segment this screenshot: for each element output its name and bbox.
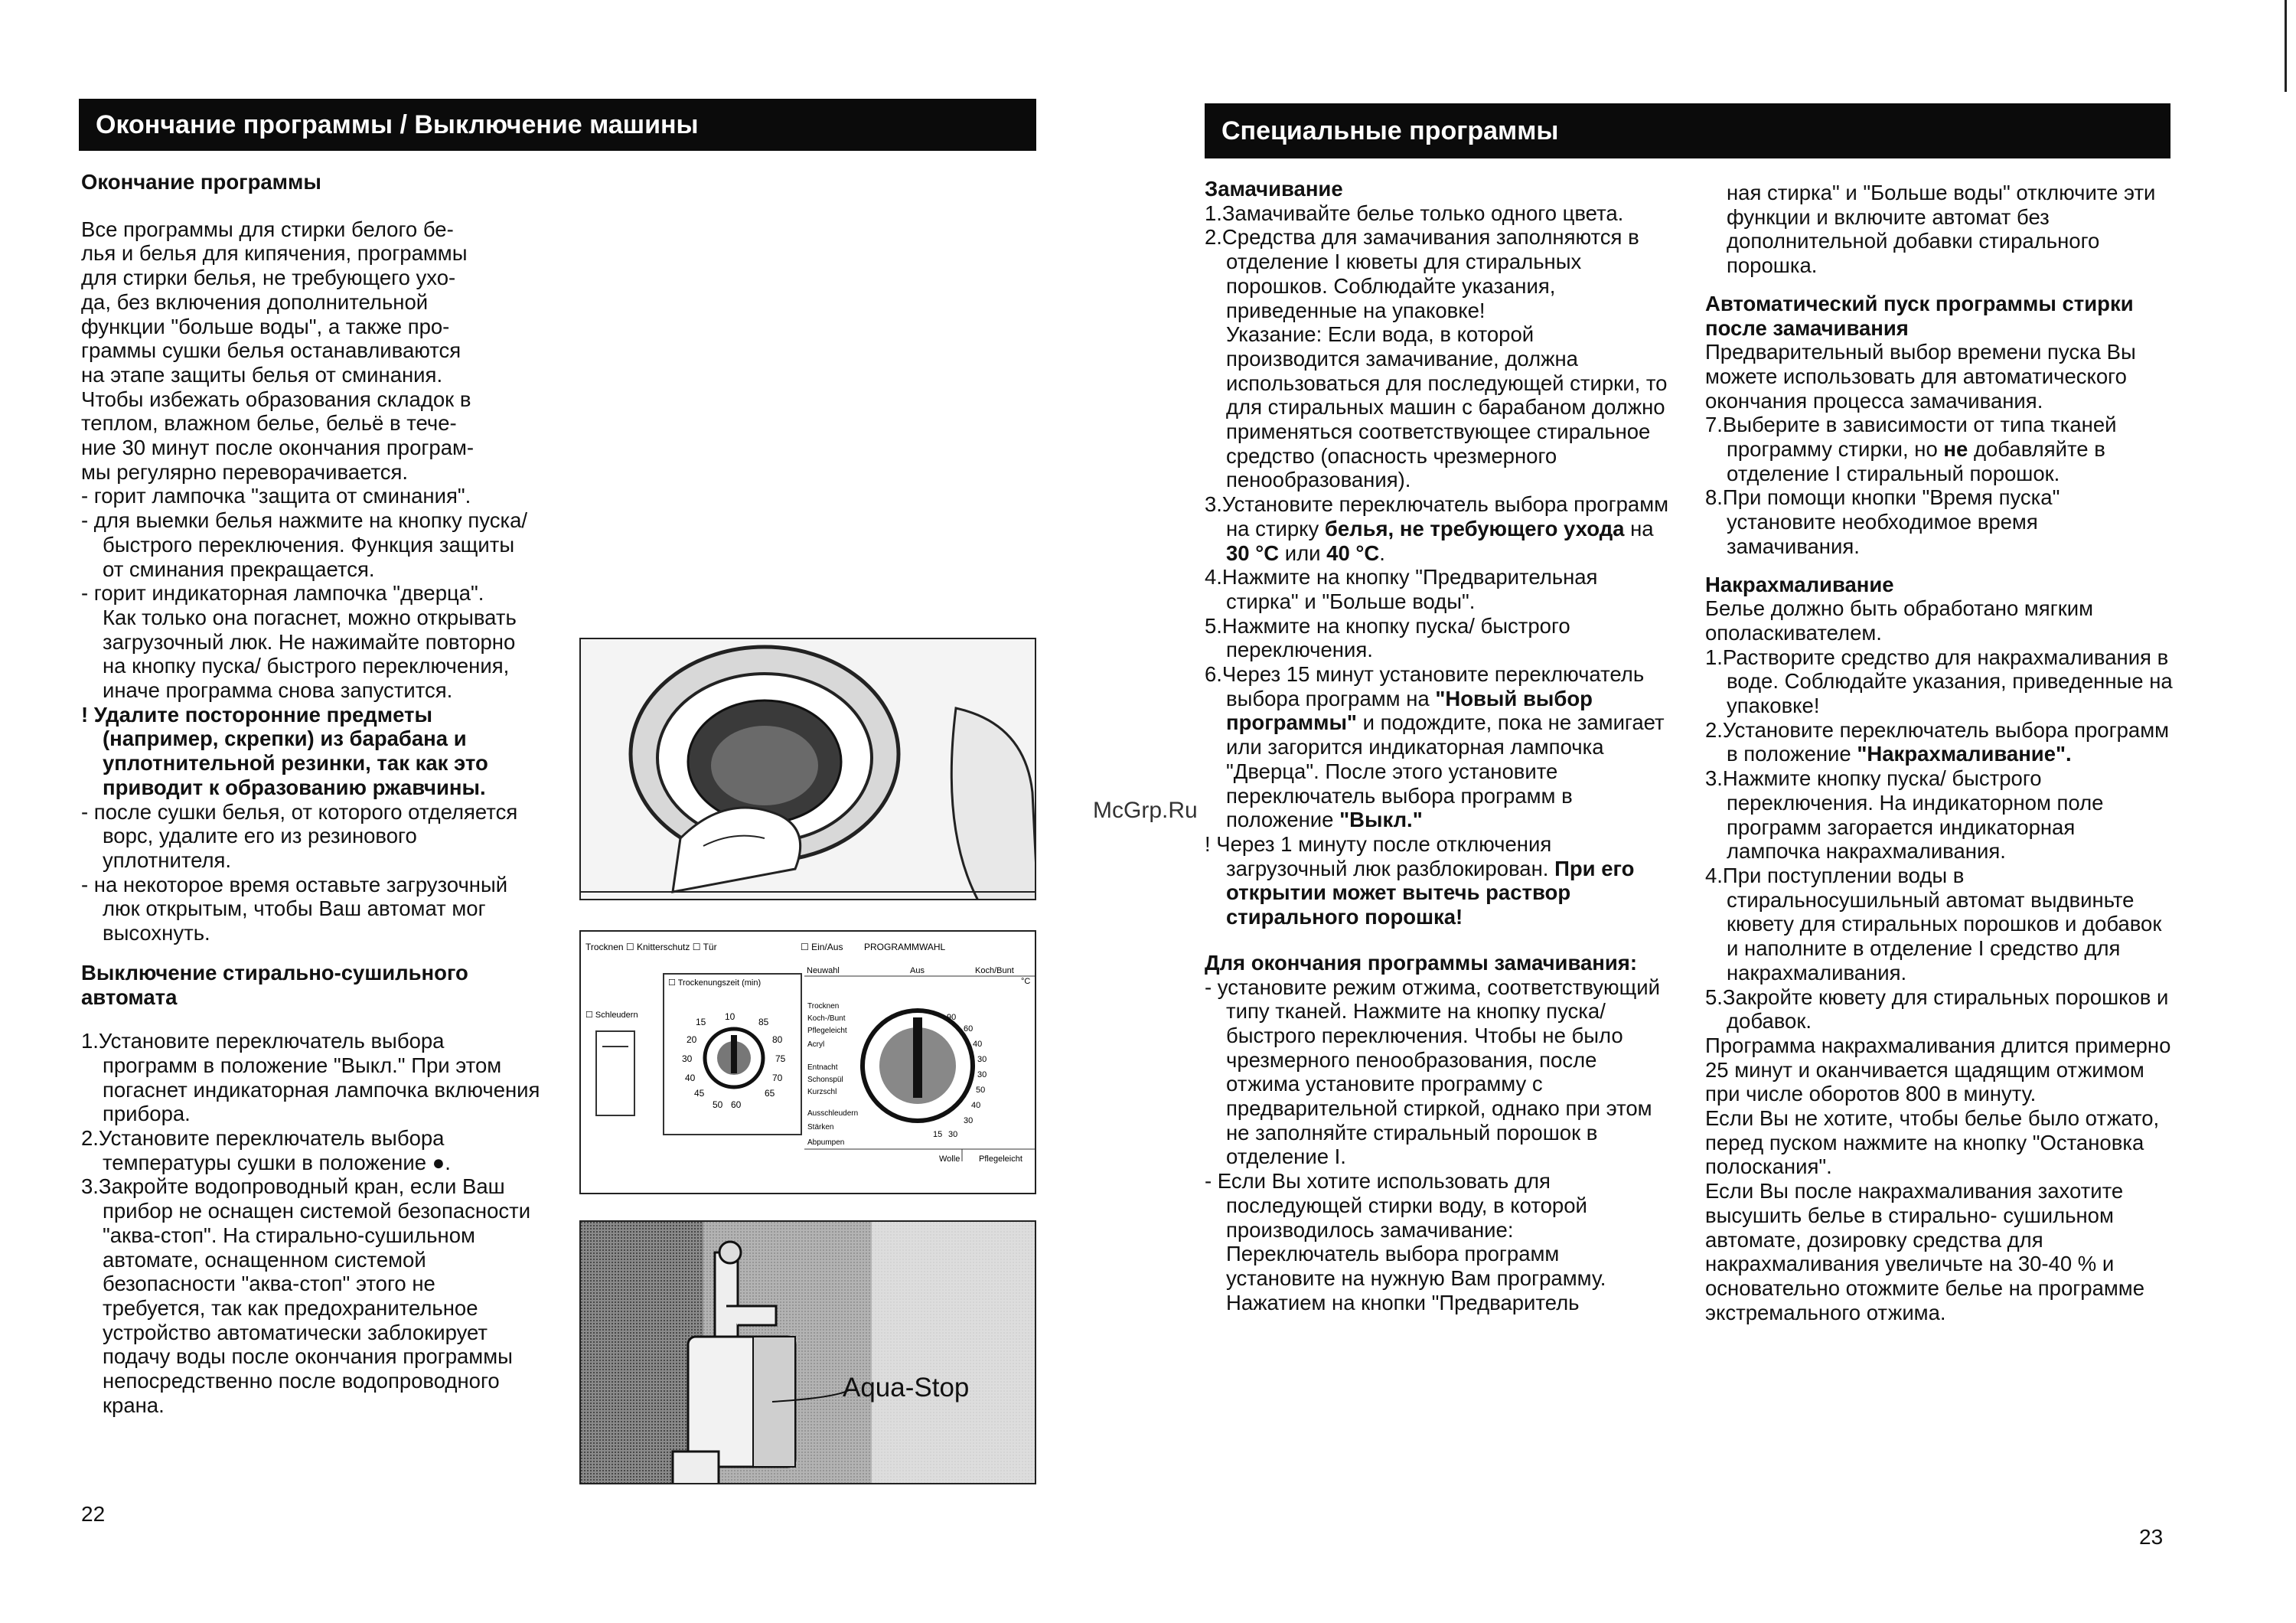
starch-step-4: 4.При поступлении воды в стиральносушильный автомат выдвиньте кювету для стиральных порошков и добавок и наполните в отделение I средство для накрахмаливания. — [1705, 863, 2162, 985]
program-end-line: да, без включения дополнительной — [81, 289, 429, 314]
starch-step-5: 5.Закройте кювету для стиральных порошков и добавок. — [1705, 985, 2169, 1034]
starch-step-1: 1.Растворите средство для накрахмаливания в воде. Соблюдайте указания, приведенные на упаковке! — [1705, 645, 2173, 718]
starch-paragraph-2: Если Вы не хотите, чтобы белье было отжато, перед пуском нажмите на кнопку "Остановка полоскания". — [1705, 1106, 2160, 1179]
timer-dial-number: 65 — [765, 1088, 775, 1099]
program-dial-number: 15 — [933, 1130, 943, 1139]
soak-note: Указание: Если вода, в которой производится замачивание, должна использоваться для последующей стирки, то для стиральных машин с барабаном должно применяться соответствующее стиральное средство (опасность чрезмерного пенообразования). — [1226, 322, 1668, 492]
panel-top-labels: Trocknen ☐ Knitterschutz ☐ Tür — [585, 942, 717, 952]
program-end-text — [81, 217, 540, 485]
program-end-line: мы регулярно переворачивается. — [81, 459, 409, 484]
switch-off-step-2: 2.Установите переключатель выбора температуры сушки в положение ●. — [81, 1126, 451, 1174]
panel-progwahl-label: PROGRAMMWAHL — [864, 942, 946, 952]
timer-dial-number: 85 — [758, 1017, 769, 1027]
section-title-end-soaking: Для окончания программы замачивания: — [1205, 950, 1637, 975]
program-dial-number: 30 — [964, 1116, 974, 1125]
end-soak-bullet-2: - Если Вы хотите использовать для последующей стирки воду, в которой производилось замачивание: — [1205, 1169, 1587, 1242]
drum-illustration — [579, 638, 1036, 900]
bullet-unload: - для выемки белья нажмите на кнопку пуска/ быстрого переключения. Функция защиты от сминания прекращается. — [81, 508, 528, 581]
end-soak-bullet-1: - установите режим отжима, соответствующий типу тканей. Нажмите на кнопку пуска/ быстрого переключения. Чтобы не было чрезмерного пенообразования, после отжима установите программу с предварительной стиркой, однако при этом не заполняйте стиральный порошок в отделение I. — [1205, 975, 1660, 1169]
program-aus-label: Aus — [910, 966, 925, 975]
bullet-door-lamp: - горит индикаторная лампочка "дверца". — [81, 581, 484, 606]
timer-dial-number: 75 — [775, 1053, 786, 1064]
soak-step-1: 1.Замачивайте белье только одного цвета. — [1205, 201, 1624, 225]
section-title-soaking: Замачивание — [1205, 177, 1343, 201]
timer-dial-number: 10 — [725, 1011, 735, 1022]
right-page-header: Специальные программы — [1205, 103, 2170, 158]
program-end-line: граммы сушки белья останавливаются — [81, 338, 461, 363]
continued-text: ная стирка" и "Больше воды" отключите эти функции и включите автомат без дополнительной добавки стирального порошка. — [1727, 181, 2156, 278]
panel-spin-label: ☐ Schleudern — [585, 1011, 638, 1020]
bullet-lint: - после сушки белья, от которого отделяется ворс, удалите его из резинового уплотнителя. — [81, 799, 518, 872]
program-end-line: для стирки белья, не требующего ухо- — [81, 266, 456, 290]
timer-dial-number: 80 — [772, 1034, 783, 1045]
section-title-program-end: Окончание программы — [81, 170, 321, 194]
control-panel-illustration — [579, 930, 1036, 1194]
program-degree-label: °C — [1021, 977, 1031, 986]
soak-step-4: 4.Нажмите на кнопку "Предварительная стирка" и "Больше воды". — [1205, 565, 1598, 613]
switch-off-step-1: 1.Установите переключатель выбора программ в положение "Выкл." При этом погаснет индикаторная лампочка включения прибора. — [81, 1029, 540, 1126]
left-text-column — [81, 170, 540, 1417]
warning-foreign-objects: ! Удалите посторонние предметы (например, скрепки) из барабана и уплотнительной резинки, так как это приводит к образованию ржавчины. — [81, 702, 488, 799]
auto-step-8: 8.При помощи кнопки "Время пуска" установите необходимое время замачивания. — [1705, 485, 2060, 558]
door-lamp-continuation: Как только она погаснет, можно открывать загрузочный люк. Не нажимайте повторно на кнопку пуска/ быстрого переключения, иначе программа снова запустится. — [103, 605, 517, 703]
bullet-crease-lamp: - горит лампочка "защита от сминания". — [81, 484, 471, 508]
panel-display-box — [596, 1031, 634, 1115]
binding-edge-line — [2285, 0, 2287, 92]
starch-intro: Белье должно быть обработано мягким ополаскивателем. — [1705, 596, 2094, 645]
timer-dial-number: 45 — [694, 1088, 705, 1099]
program-dial-number: 50 — [976, 1086, 986, 1095]
program-dial-number: 90 — [947, 1013, 957, 1022]
starch-paragraph-3: Если Вы после накрахмаливания захотите высушить белье в стирально- сушильном автомате, дозировку средства для накрахмаливания увеличьте на 30-40 % и основательно отожмите белье на программе экстремального отжима. — [1705, 1179, 2144, 1324]
timer-dial-number: 50 — [713, 1099, 723, 1110]
program-wolle-label: Wolle — [939, 1154, 960, 1164]
program-label: Entnacht — [807, 1063, 838, 1072]
end-soak-continuation: Переключатель выбора программ установите на нужную Вам программу. Нажатием на кнопки "Предваритель — [1226, 1242, 1606, 1314]
program-label: Abpumpen — [807, 1138, 845, 1147]
program-dial-number: 40 — [971, 1101, 981, 1110]
program-dial-number: 60 — [964, 1024, 974, 1034]
panel-onoff-label: ☐ Ein/Aus — [801, 942, 843, 952]
timer-dial-number: 60 — [731, 1099, 742, 1110]
timer-dial-number: 15 — [696, 1017, 706, 1027]
soak-step-2: 2.Средства для замачивания заполняются в отделение I кюветы для стиральных порошков. Соблюдайте указания, приведенные на упаковке! — [1205, 225, 1639, 322]
page-number-left: 22 — [81, 1502, 106, 1526]
program-end-line: Чтобы избежать образования складок в — [81, 387, 471, 411]
page-number-right: 23 — [2139, 1525, 2164, 1549]
program-label: Trocknen — [807, 1002, 840, 1011]
program-kochbunt-label: Koch/Bunt — [975, 966, 1014, 975]
soak-step-6: 6.Через 15 минут установите переключатель выбора программ на "Новый выбор программы" и подождите, пока не замигает или загорится индикаторная лампочка "Дверца". После этого установите переключатель выбора программ в положение "Выкл." — [1205, 662, 1665, 832]
bullet-door-open: - на некоторое время оставьте загрузочный люк открытым, чтобы Ваш автомат мог высохнуть. — [81, 872, 508, 945]
aqua-stop-label: Aqua-Stop — [843, 1373, 970, 1403]
starch-step-2: 2.Установите переключатель выбора программ в положение "Накрахмаливание". — [1705, 717, 2170, 766]
auto-step-7: 7.Выберите в зависимости от типа тканей программу стирки, но не добавляйте в отделение I стиральный порошок. — [1705, 413, 2117, 485]
right-text-column-2 — [1705, 181, 2174, 1324]
program-label: Acryl — [807, 1040, 825, 1049]
program-end-line: лья и белья для кипячения, программы — [81, 241, 468, 266]
soak-step-3: 3.Установите переключатель выбора программ на стирку белья, не требующего ухода на 30 °С или 40 °С. — [1205, 492, 1669, 565]
timer-dial-number: 30 — [682, 1053, 693, 1064]
program-end-line: теплом, влажном белье, бельё в тече- — [81, 411, 457, 436]
auto-start-text: Предварительный выбор времени пуска Вы можете использовать для автоматического окончания процесса замачивания. — [1705, 340, 2136, 413]
program-dial-number: 40 — [973, 1040, 983, 1049]
program-label: Kurzschl — [807, 1088, 837, 1096]
section-title-starching: Накрахмаливание — [1705, 572, 1894, 596]
watermark: McGrp.Ru — [1093, 798, 1198, 823]
aqua-stop-illustration — [579, 1220, 1036, 1484]
program-label: Pflegeleicht — [807, 1027, 847, 1035]
section-title-switch-off: Выключение стирально-сушильного автомата — [81, 960, 468, 1009]
program-label: Schonspül — [807, 1076, 843, 1084]
tap-body — [715, 1252, 738, 1337]
program-label: Ausschleudern — [807, 1109, 859, 1118]
timer-dial-number: 20 — [687, 1034, 697, 1045]
program-end-line: Все программы для стирки белого бе- — [81, 217, 454, 241]
program-end-line: на этапе защиты белья от сминания. — [81, 362, 443, 387]
program-end-line: функции "больше воды", а также про- — [81, 314, 450, 338]
switch-off-step-3: 3.Закройте водопроводный кран, если Ваш прибор не оснащен системой безопасности "аква-стоп". На стирально-сушильном автомате, оснащенном системой безопасности "аква-стоп" этого не требуется, так как предохранительное устройство автоматически заблокирует подачу воды после окончания программы непосредственно после водопроводного крана. — [81, 1174, 531, 1417]
program-dial-number: 30 — [977, 1055, 987, 1064]
soak-step-5: 5.Нажмите на кнопку пуска/ быстрого переключения. — [1205, 613, 1570, 662]
timer-label: ☐ Trockenungszeit (min) — [668, 978, 762, 988]
starch-step-3: 3.Нажмите кнопку пуска/ быстрого переключения. На индикаторном поле программ загорается индикаторная лампочка накрахмаливания. — [1705, 766, 2104, 864]
starch-paragraph-1: Программа накрахмаливания длится примерно 25 минут и оканчивается щадящим отжимом при числе оборотов 800 в минуту. — [1705, 1033, 2171, 1106]
program-dial-number: 30 — [948, 1130, 958, 1139]
program-end-line: ние 30 минут после окончания програм- — [81, 436, 475, 460]
program-neuwahl-label: Neuwahl — [807, 966, 840, 975]
left-page-header: Окончание программы / Выключение машины — [79, 99, 1036, 151]
program-label: Stärken — [807, 1123, 834, 1132]
right-text-column-1 — [1205, 177, 1673, 1314]
soak-warning: ! Через 1 минуту после отключения загрузочный люк разблокирован. При его открытии может вытечь раствор стирального порошка! — [1205, 831, 1635, 929]
section-title-auto-start: Автоматический пуск программы стирки после замачивания — [1705, 291, 2134, 340]
timer-dial-number: 70 — [772, 1073, 783, 1083]
program-label: Koch-/Bunt — [807, 1014, 846, 1023]
program-pflegeleicht-label: Pflegeleicht — [979, 1154, 1022, 1164]
program-dial-number: 30 — [977, 1070, 987, 1079]
timer-dial-number: 40 — [685, 1073, 696, 1083]
